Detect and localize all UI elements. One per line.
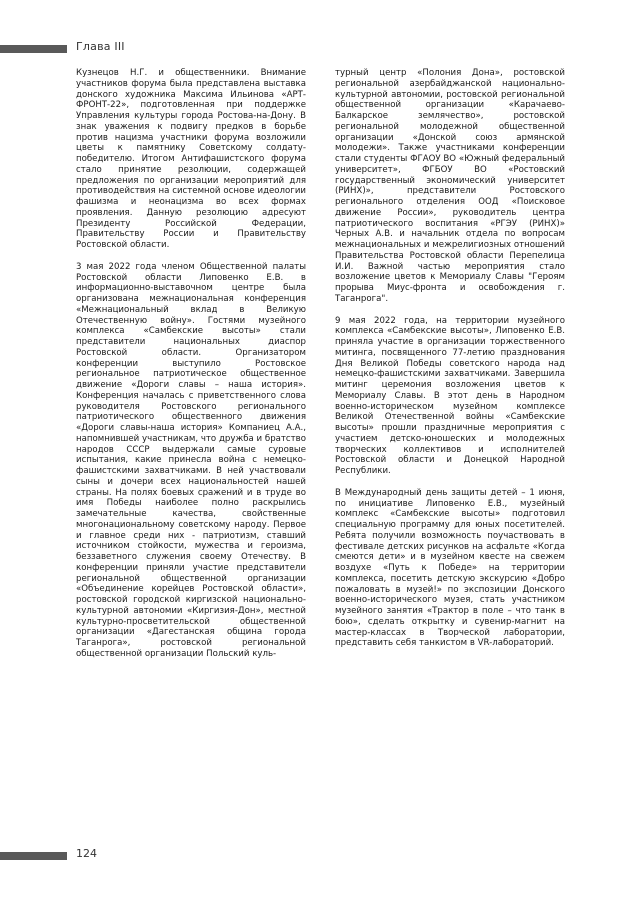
paragraph-5: В Международный день защиты детей – 1 июня, по инициативе Липовенко Е.В., музейный комплекс «Самбекские высоты» подготовил специальную программу для юных посетителей. Ребята получили возможность поучаствовать в фестивале детских рисунков на асфальте «Когда смеются дети» и в музейном квесте на свежем воздухе «Путь к Победе» на территории комплекса, посетить детскую экскурсию «Добро пожаловать в музей!» по экспозиции Донского военно-исторического музея, стать участником музейного занятия «Трактор в поле – что танк в бою», сделать открытку и сувенир-магнит на мастер-классах в Творческой лаборатории, представить себя танкистом в VR-лабораторий. (335, 487, 565, 649)
header-bar (0, 45, 67, 53)
chapter-title: Глава III (76, 40, 125, 53)
footer-bar (0, 852, 67, 860)
paragraph-2: 3 мая 2022 года членом Общественной палаты Ростовской области Липовенко Е.В. в информационно-выставочном центре была организована межнациональная конференция «Межнациональный вклад в Великую Отечественную войну». Гостями музейного комплекса «Самбекские высоты» стали представители национальных диаспор Ростовской области. Организатором конференции выступило Ростовское региональное патриотическое общественное движение «Дороги славы – наша история». Конференция началась с приветственного слова руководителя Ростовского регионального патриотического общественного движения «Дороги славы-наша история» Компаниец А.А., напомнившей участникам, что дружба и братство народов СССР выдержали самые суровые испытания, какие принесла война с немецко-фашистскими захватчиками. В ней участвовали сыны и дочери всех национальностей нашей страны. На полях боевых сражений и в труде во имя Победы наиболее полно раскрылись замечательные качества, свойственные многонациональному советскому народу. Первое и главное среди них - патриотизм, ставший источником стойкости, мужества и героизма, беззаветного служения своему Отечеству. В конференции приняли участие представители региональной общественной организации «Объединение корейцев Ростовской области», ростовской городской киргизской национально-культурной автономии «Киргизия-Дон», местной культурно-просветительской общественной организации «Дагестанская община города Таганрога», ростовской региональной общественной организации Польский куль- (76, 261, 306, 659)
page-number: 124 (76, 847, 97, 860)
right-column (335, 68, 565, 660)
paragraph-4: 9 мая 2022 года, на территории музейного комплекса «Самбекские высоты», Липовенко Е.В. приняла участие в организации торжественного митинга, посвященного 77-летию празднования Дня Великой Победы советского народа над немецко-фашистскими захватчиками. Завершила митинг церемония возложения цветов к Мемориалу Славы. В этот день в Народном военно-историческом музейном комплексе Великой Отечественной войны «Самбекские высоты» прошли праздничные мероприятия с участием детско-юношеских и молодежных творческих коллективов и исполнителей Ростовской области и Донецкой Народной Республики. (335, 315, 565, 476)
paragraph-1: Кузнецов Н.Г. и общественники. Внимание участников форума была представлена выставка донского художника Максима Ильинова «АРТ-ФРОНТ-22», подготовленная при поддержке Управления культуры города Ростова-на-Дону. В знак уважения к подвигу предков в борьбе против нацизма участники форума возложили цветы к памятнику Советскому солдату-победителю. Итогом Антифашистского форума стало принятие резолюции, содержащей предложения по организации мероприятий для противодействия на системной основе идеологии фашизма и неонацизма во всех формах проявления. Данную резолюцию адресуют Президенту Российской Федерации, Правительству России и Правительству Ростовской области. (76, 68, 306, 250)
left-column (76, 68, 306, 671)
paragraph-3: турный центр «Полония Дона», ростовской региональной азербайджанской национально-культурной автономии, ростовской региональной общественной организации «Карачаево-Балкарское землячество», ростовской региональной молодежной общественной организации «Донской союз армянской молодежи». Также участниками конференции стали студенты ФГАОУ ВО «Южный федеральный университет», ФГБОУ ВО «Ростовский государственный экономический университет (РИНХ)», представители Ростовского регионального отделения ООД «Поисковое движение России», руководитель центра патриотического воспитания «РГЭУ (РИНХ)» Черных А.В. и начальник отдела по вопросам межнациональных и межрелигиозных отношений Правительства Ростовской области Перепелица И.И. Важной частью мероприятия стало возложение цветов к Мемориалу Славы "Героям прорыва Миус-фронта и освобождения г. Таганрога". (335, 68, 565, 304)
